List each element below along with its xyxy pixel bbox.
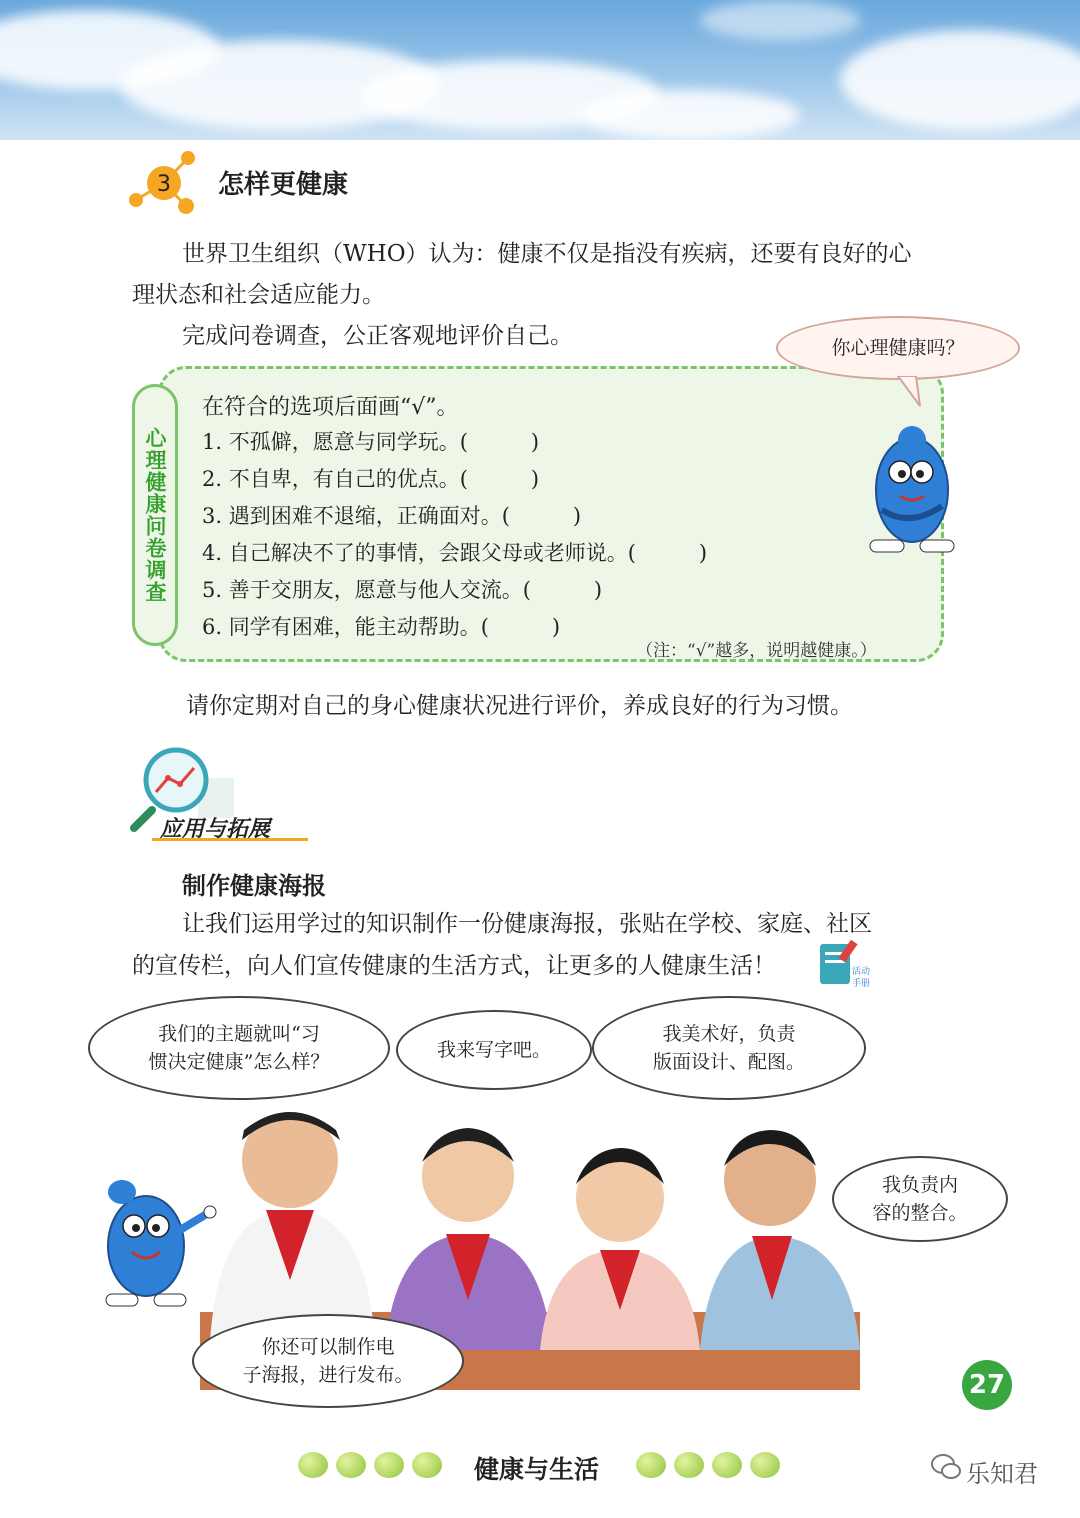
survey-item: 3. 遇到困难不退缩，正确面对。( ) <box>202 504 582 528</box>
speech-bubble-design <box>592 996 866 1100</box>
mascot-thinking-icon <box>860 410 964 560</box>
apple-icon <box>374 1452 404 1478</box>
svg-text:3: 3 <box>157 172 171 197</box>
apple-icon <box>412 1452 442 1478</box>
section-number-icon <box>128 148 200 218</box>
intro-line-2: 理状态和社会适应能力。 <box>132 282 385 308</box>
survey-item: 6. 同学有困难，能主动帮助。( ) <box>202 615 561 639</box>
survey-item: 1. 不孤僻，愿意与同学玩。( ) <box>202 430 540 454</box>
mascot-question-bubble <box>776 316 1020 380</box>
bubble-tail-icon <box>896 376 926 410</box>
speech-bubble-text: 我们的主题就叫“习 惯决定健康”怎么样？ <box>148 1023 330 1073</box>
survey-label-text: 心理健康问卷调查 <box>143 427 167 603</box>
activity-handbook-icon <box>820 944 872 988</box>
mascot-question-text: 你心理健康吗？ <box>831 337 965 359</box>
apple-icon <box>298 1452 328 1478</box>
apple-icon <box>336 1452 366 1478</box>
survey-instruction: 在符合的选项后面画“√”。 <box>202 395 459 420</box>
speech-bubble-theme <box>88 996 390 1100</box>
page-number: 27 <box>962 1360 1012 1410</box>
speech-bubble-text: 我来写字吧。 <box>436 1039 551 1061</box>
speech-bubble-text: 我负责内 容的整合。 <box>872 1174 968 1224</box>
mascot-pointing-icon <box>92 1170 218 1314</box>
poster-line-2: 的宣传栏，向人们宣传健康的生活方式，让更多的人健康生活！ <box>132 953 776 979</box>
intro-line-1: 世界卫生组织（WHO）认为：健康不仅是指没有疾病，还要有良好的心 <box>182 241 912 267</box>
survey-item: 5. 善于交朋友，愿意与他人交流。( ) <box>202 578 603 602</box>
wechat-icon <box>930 1452 962 1482</box>
apple-icon <box>674 1452 704 1478</box>
intro-line-3: 完成问卷调查，公正客观地评价自己。 <box>182 323 573 349</box>
poster-line-1: 让我们运用学过的知识制作一份健康海报，张贴在学校、家庭、社区 <box>182 911 872 937</box>
speech-bubble-text: 你还可以制作电 子海报，进行发布。 <box>242 1336 414 1386</box>
section-title: 怎样更健康 <box>218 170 349 200</box>
poster-title: 制作健康海报 <box>182 872 326 900</box>
sky-banner <box>0 0 1080 140</box>
speech-bubble-writing <box>396 1010 592 1090</box>
apple-icon <box>636 1452 666 1478</box>
apple-icon <box>712 1452 742 1478</box>
survey-item: 2. 不自卑，有自己的优点。( ) <box>202 467 540 491</box>
survey-item: 4. 自己解决不了的事情，会跟父母或老师说。( ) <box>202 541 708 565</box>
evaluation-text: 请你定期对自己的身心健康状况进行评价，养成良好的行为习惯。 <box>186 693 853 719</box>
handbook-text-top: 活动 <box>852 967 871 977</box>
application-heading: 应用与拓展 <box>160 817 271 842</box>
footer-title: 健康与生活 <box>474 1455 600 1484</box>
survey-note: （注：“√”越多，说明越健康。） <box>636 641 877 661</box>
speech-bubble-text: 我美术好，负责 版面设计、配图。 <box>652 1023 805 1073</box>
survey-label <box>132 384 178 646</box>
watermark-text: 乐知君 <box>966 1460 1038 1488</box>
apple-icon <box>750 1452 780 1478</box>
speech-bubble-mascot <box>192 1314 464 1408</box>
handbook-text-bottom: 手册 <box>852 979 871 989</box>
